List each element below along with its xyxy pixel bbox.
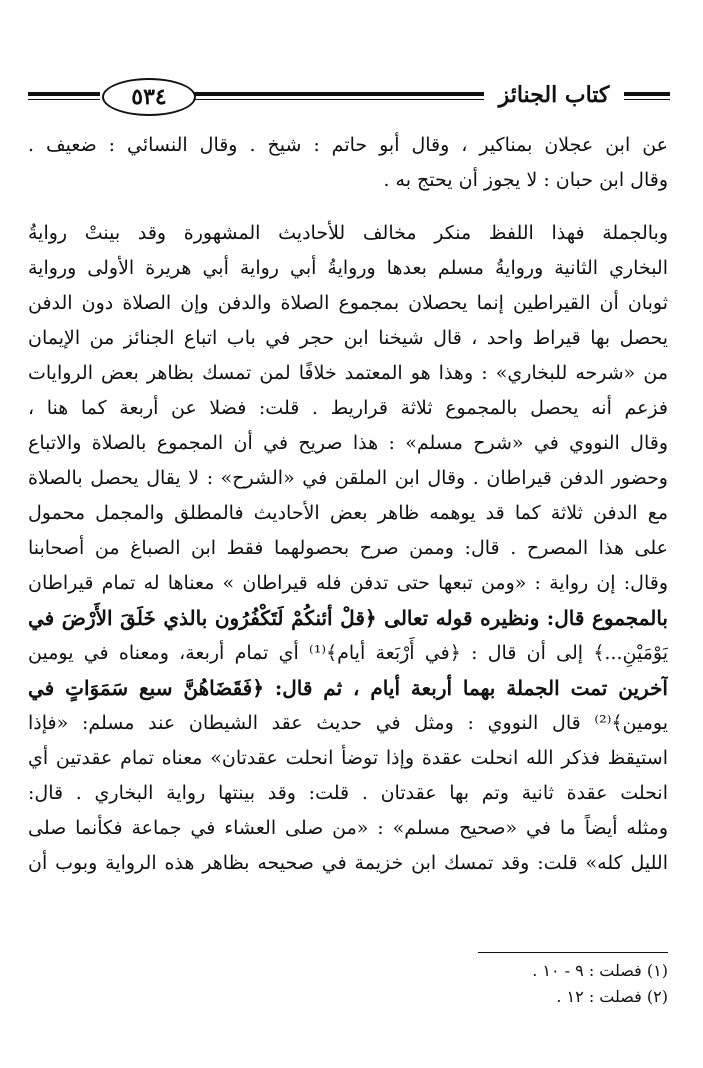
- text-line: وبالجملة فهذا اللفظ منكر مخالف للأحاديث المشهورة وقد بينتْ روايةُ: [28, 222, 668, 244]
- text-line-quran: آخرين تمت الجملة بهما أربعة أيام ، ثم قال: ﴿فَقَضَاهُنَّ سبع سَمَوَاتٍ في: [28, 676, 668, 700]
- page-header: [28, 76, 670, 116]
- header-rule-middle: [194, 92, 484, 100]
- body-text: [28, 128, 668, 881]
- header-rule-right: [624, 92, 670, 100]
- text-line: استيقظ فذكر الله انحلت عقدة وإذا توضأ انحلت عقدتان» معناه تمام عقدتين أي: [28, 747, 668, 769]
- text-line: يَوْمَيْنِ...﴾ إلى أن قال : ﴿في أَرْبَعة أيام﴾⁽¹⁾ أي تمام أربعة، ومعناه في يومين: [28, 642, 668, 664]
- text-line: انحلت عقدة ثانية وتم بها عقدتان . قلت: وقد بينتها رواية البخاري . قال:: [28, 782, 668, 804]
- text-line: الليل كله» قلت: وقد تمسك ابن خزيمة في صحيحه بظاهر هذه الرواية وبوب أن: [28, 852, 668, 874]
- text-line-quran: بالمجموع قال: ونظيره قوله تعالى ﴿قلْ أئنكُمْ لَتَكْفُرُون بالذي خَلَقَ الأَرْضَ في: [28, 606, 668, 630]
- text-line: ومثله أيضاً ما في «صحيح مسلم» : «من صلى العشاء في جماعة فكأنما صلى: [28, 817, 668, 839]
- footnote: (١) فصلت : ٩ - ١٠ .: [532, 961, 668, 980]
- text-line: فزعم أنه يحصل بالمجموع ثلاثة قراريط . قلت: فضلا عن أربعة كما هنا ،: [28, 397, 668, 419]
- text-line: وقال ابن حبان : لا يجوز أن يحتج به .: [383, 169, 668, 191]
- footnote-divider: [478, 952, 668, 953]
- text-line: مع الدفن ثلاثة كما قد يوهمه ظاهر بعض الأحاديث فالمطلق والمجمل محمول: [28, 502, 668, 524]
- text-line: على هذا المصرح . قال: وممن صرح بحصولهما فقط ابن الصباغ من أصحابنا: [28, 537, 668, 559]
- text-line: عن ابن عجلان بمناكير ، وقال أبو حاتم : شيخ . وقال النسائي : ضعيف .: [28, 134, 668, 156]
- page-number: ٥٣٤: [102, 78, 196, 116]
- footnotes: [28, 958, 668, 1010]
- footnote: (٢) فصلت : ١٢ .: [556, 987, 668, 1006]
- text-line: يومين﴾⁽²⁾ قال النووي : ومثل في حديث عقد الشيطان عند مسلم: «فإذا: [28, 712, 668, 734]
- text-line: ثوبان أن القيراطين إنما يحصلان بمجموع الصلاة والدفن وإن الصلاة دون الدفن: [28, 292, 668, 314]
- running-title: كتاب الجنائز: [498, 82, 610, 108]
- text-line: من «شرحه للبخاري» : وهذا هو المعتمد خلافًا لمن تمسك بظاهر بعض الروايات: [28, 362, 668, 384]
- text-line: وقال: إن رواية : «ومن تبعها حتى تدفن فله قيراطان » معناها له تمام قيراطان: [28, 572, 668, 594]
- text-line: يحصل بها قيراط واحد ، قال شيخنا ابن حجر في باب اتباع الجنائز من الإيمان: [28, 327, 668, 349]
- header-rule-left: [28, 92, 100, 100]
- text-line: وحضور الدفن قيراطان . وقال ابن الملقن في «الشرح» : لا يقال يحصل بالصلاة: [28, 467, 668, 489]
- text-line: وقال النووي في «شرح مسلم» : هذا صريح في أن المجموع بالصلاة والاتباع: [28, 432, 668, 454]
- text-line: البخاري الثانية وروايةُ مسلم بعدها وروايةُ أبي رواية أبي هريرة الأولى ورواية: [28, 257, 668, 279]
